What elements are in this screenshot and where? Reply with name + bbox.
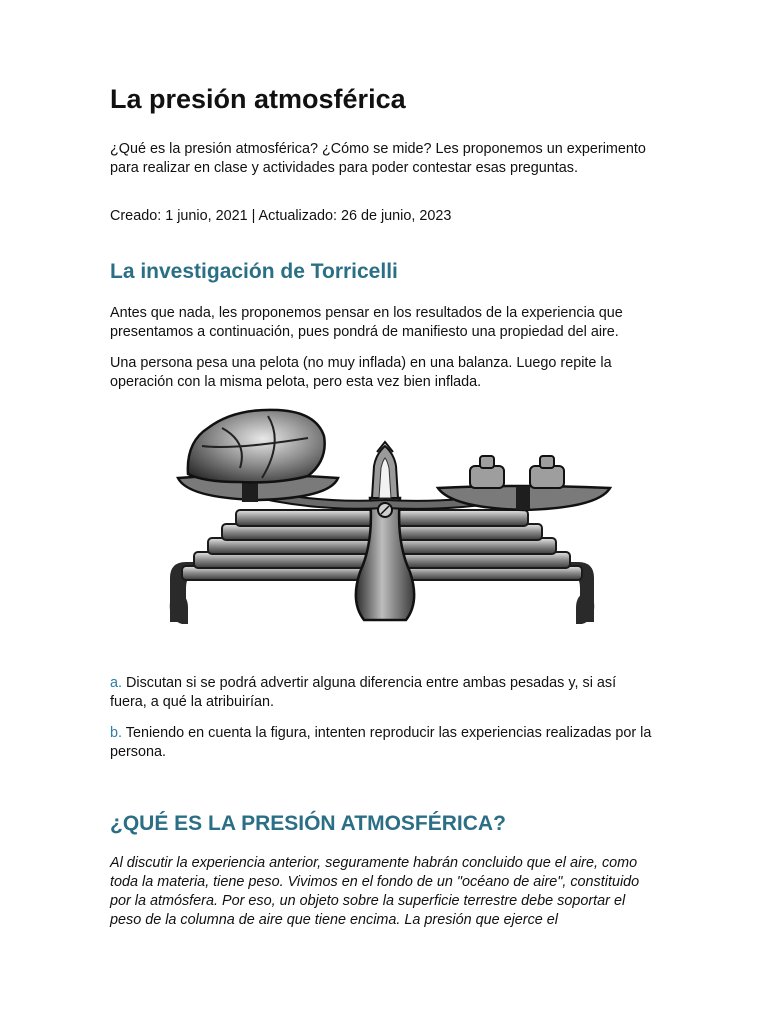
paragraph-presion: Al discutir la experiencia anterior, seguramente habrán concluido que el aire, como toda la materia, tiene peso. Vivimos en el fondo de un "océano de aire", constituido por la atmósfera. Por eso, un objeto sobre la superficie terrestre debe soportar el peso de la columna de aire que tiene encima. La presión que ejerce el [110,855,640,928]
date-meta: Creado: 1 junio, 2021 | Actualizado: 26 de junio, 2023 [110,208,452,224]
paragraph-experiment: Una persona pesa una pelota (no muy inflada) en una balanza. Luego repite la operación con la misma pelota, pero esta vez bien inflada. [110,355,612,390]
paragraph-intro: Antes que nada, les proponemos pensar en los resultados de la experiencia que presentamos a continuación, pues pondrá de manifiesto una propiedad del aire. [110,305,623,340]
question-text: Teniendo en cuenta la figura, intenten reproducir las experiencias realizadas por la persona. [110,725,652,760]
section-heading-presion: ¿QUÉ ES LA PRESIÓN ATMOSFÉRICA? [110,812,506,835]
balance-scale-illustration [138,402,624,638]
question-marker: b. [110,725,123,741]
page-title: La presión atmosférica [110,84,406,114]
question-text: Discutan si se podrá advertir alguna diferencia entre ambas pesadas y, si así fuera, a qué la atribuirían. [110,675,617,710]
question-a [110,674,655,712]
question-marker: a. [110,675,123,691]
lead-paragraph: ¿Qué es la presión atmosférica? ¿Cómo se mide? Les proponemos un experimento para realizar en clase y actividades para poder contestar esas preguntas. [110,141,646,176]
question-b [110,724,655,762]
section-heading-torricelli: La investigación de Torricelli [110,260,398,283]
